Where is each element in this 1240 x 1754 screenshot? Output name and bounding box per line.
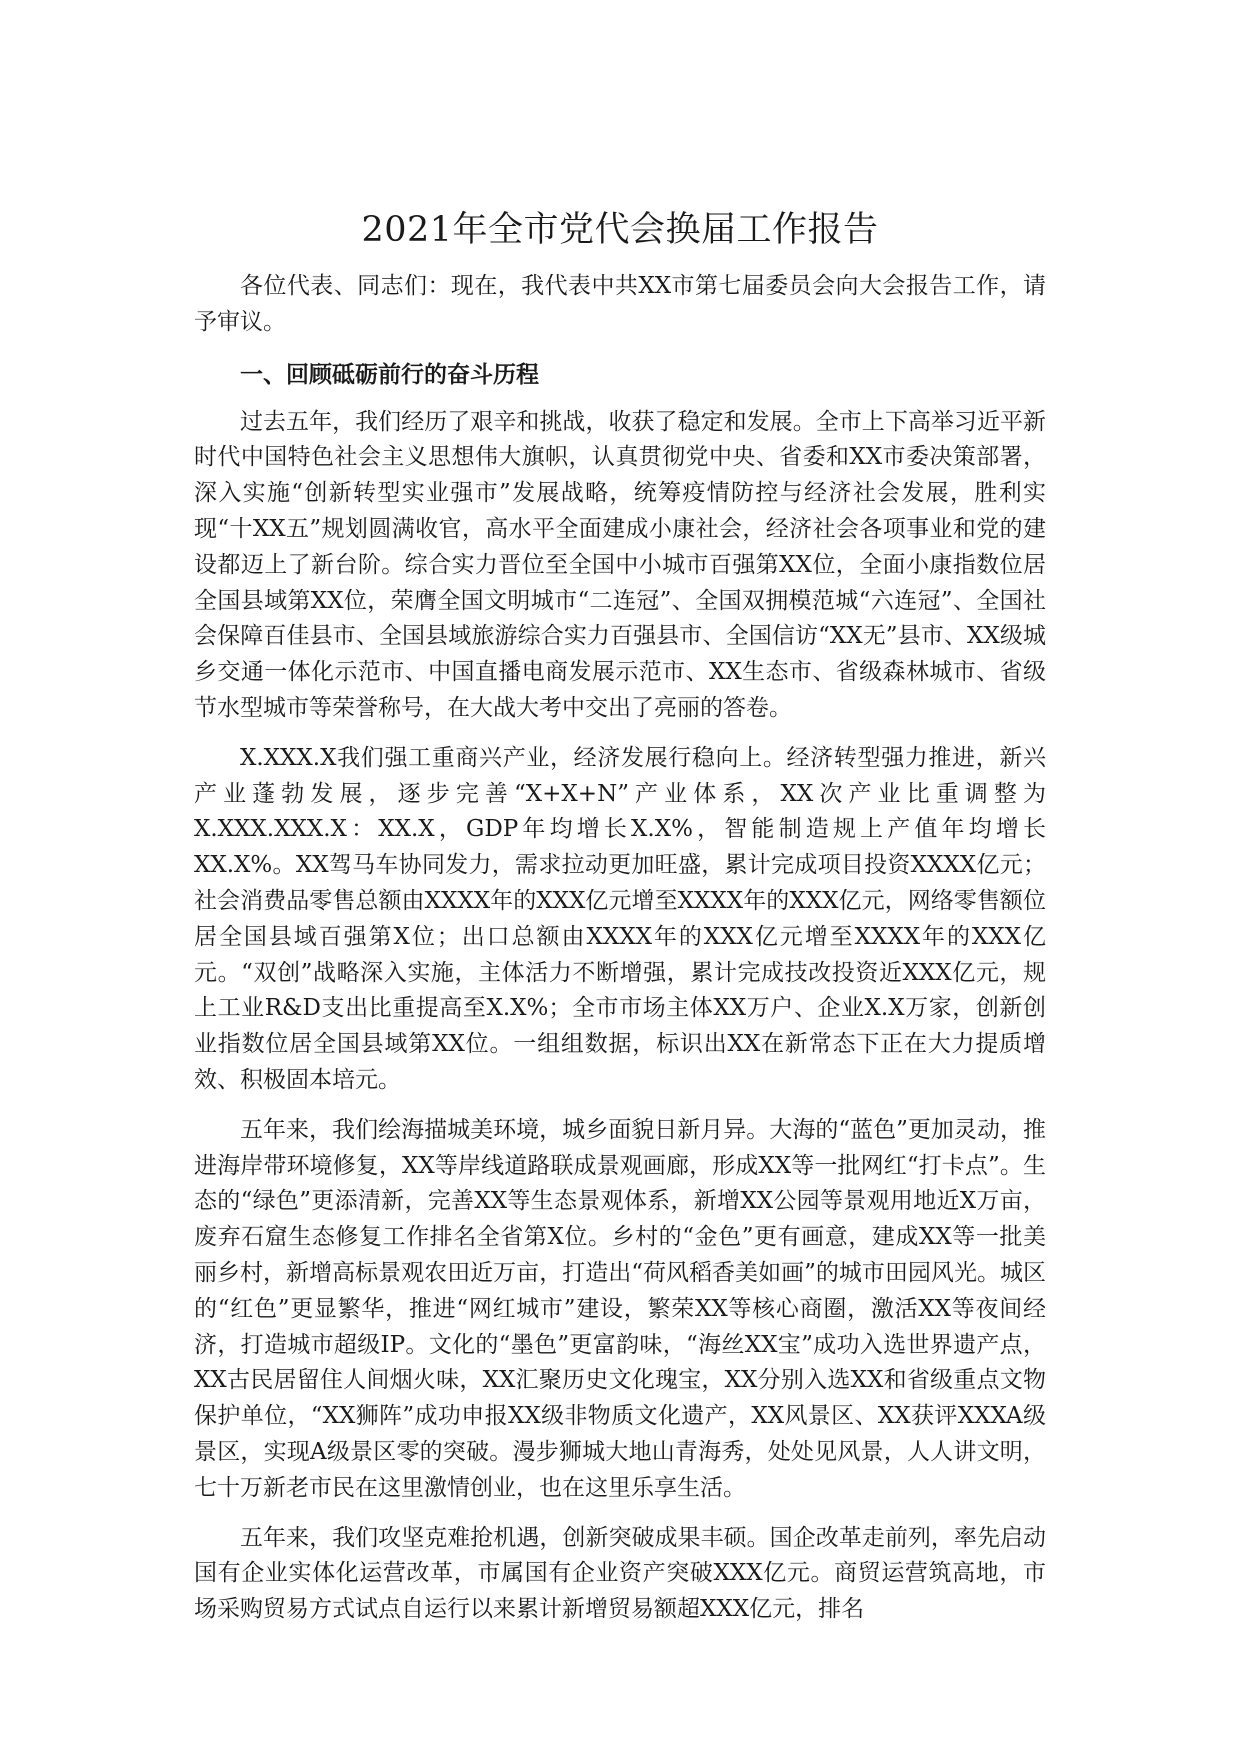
document-title: 2021年全市党代会换届工作报告 [361, 210, 879, 250]
body-paragraph-4: 五年来，我们攻坚克难抢机遇，创新突破成果丰硕。国企改革走前列，率先启动国有企业实体化运营改革，市属国有企业资产突破XXX亿元。商贸运营筑高地，市场采购贸易方式试点自运行以来累计新增贸易额超XXX亿元，排名 [194, 1524, 1046, 1623]
document-page [194, 205, 1046, 1642]
body-paragraph-1: 过去五年，我们经历了艰辛和挑战，收获了稳定和发展。全市上下高举习近平新时代中国特色社会主义思想伟大旗帜，认真贯彻党中央、省委和XX市委决策部署，深入实施“创新转型实业强市”发展战略，统筹疫情防控与经济社会发展，胜利实现“十XX五”规划圆满收官，高水平全面建成小康社会，经济社会各项事业和党的建设都迈上了新台阶。综合实力晋位至全国中小城市百强第XX位，全面小康指数位居全国县域第XX位，荣膺全国文明城市“二连冠”、全国双拥模范城“六连冠”、全国社会保障百佳县市、全国县域旅游综合实力百强县市、全国信访“XX无”县市、XX级城乡交通一体化示范市、中国直播电商发展示范市、XX生态市、省级森林城市、省级节水型城市等荣誉称号，在大战大考中交出了亮丽的答卷。 [194, 408, 1046, 721]
opening-paragraph: 各位代表、同志们：现在，我代表中共XX市第七届委员会向大会报告工作，请予审议。 [194, 273, 1046, 335]
section-heading: 一、回顾砥砺前行的奋斗历程 [240, 361, 539, 388]
body-paragraph-2: X.XXX.X我们强工重商兴产业，经济发展行稳向上。经济转型强力推进，新兴产业蓬勃发展，逐步完善“X+X+N”产业体系，XX次产业比重调整为X.XXX.XXX.X：XX.X，GDP年均增长X.X%，智能制造规上产值年均增长XX.X%。XX驾马车协同发力，需求拉动更加旺盛，累计完成项目投资XXXX亿元；社会消费品零售总额由XXXX年的XXX亿元增至XXXX年的XXX亿元，网络零售额位居全国县域百强第X位；出口总额由XXXX年的XXX亿元增至XXXX年的XXX亿元。“双创”战略深入实施，主体活力不断增强，累计完成技改投资近XXX亿元，规上工业R&D支出比重提高至X.X%；全市市场主体XX万户、企业X.X万家，创新创业指数位居全国县域第XX位。一组组数据，标识出XX在新常态下正在大力提质增效、积极固本培元。 [194, 744, 1046, 1093]
body-paragraph-3: 五年来，我们绘海描城美环境，城乡面貌日新月异。大海的“蓝色”更加灵动，推进海岸带环境修复，XX等岸线道路联成景观画廊，形成XX等一批网红“打卡点”。生态的“绿色”更添清新，完善XX等生态景观体系，新增XX公园等景观用地近X万亩，废弃石窟生态修复工作排名全省第X位。乡村的“金色”更有画意，建成XX等一批美丽乡村，新增高标景观农田近万亩，打造出“荷风稻香美如画”的城市田园风光。城区的“红色”更显繁华，推进“网红城市”建设，繁荣XX等核心商圈，激活XX等夜间经济，打造城市超级IP。文化的“墨色”更富韵味，“海丝XX宝”成功入选世界遗产点，XX古民居留住人间烟火味，XX汇聚历史文化瑰宝，XX分别入选XX和省级重点文物保护单位，“XX狮阵”成功申报XX级非物质文化遗产，XX风景区、XX获评XXXA级景区，实现A级景区零的突破。漫步狮城大地山青海秀，处处见风景，人人讲文明，七十万新老市民在这里激情创业，也在这里乐享生活。 [194, 1116, 1046, 1501]
